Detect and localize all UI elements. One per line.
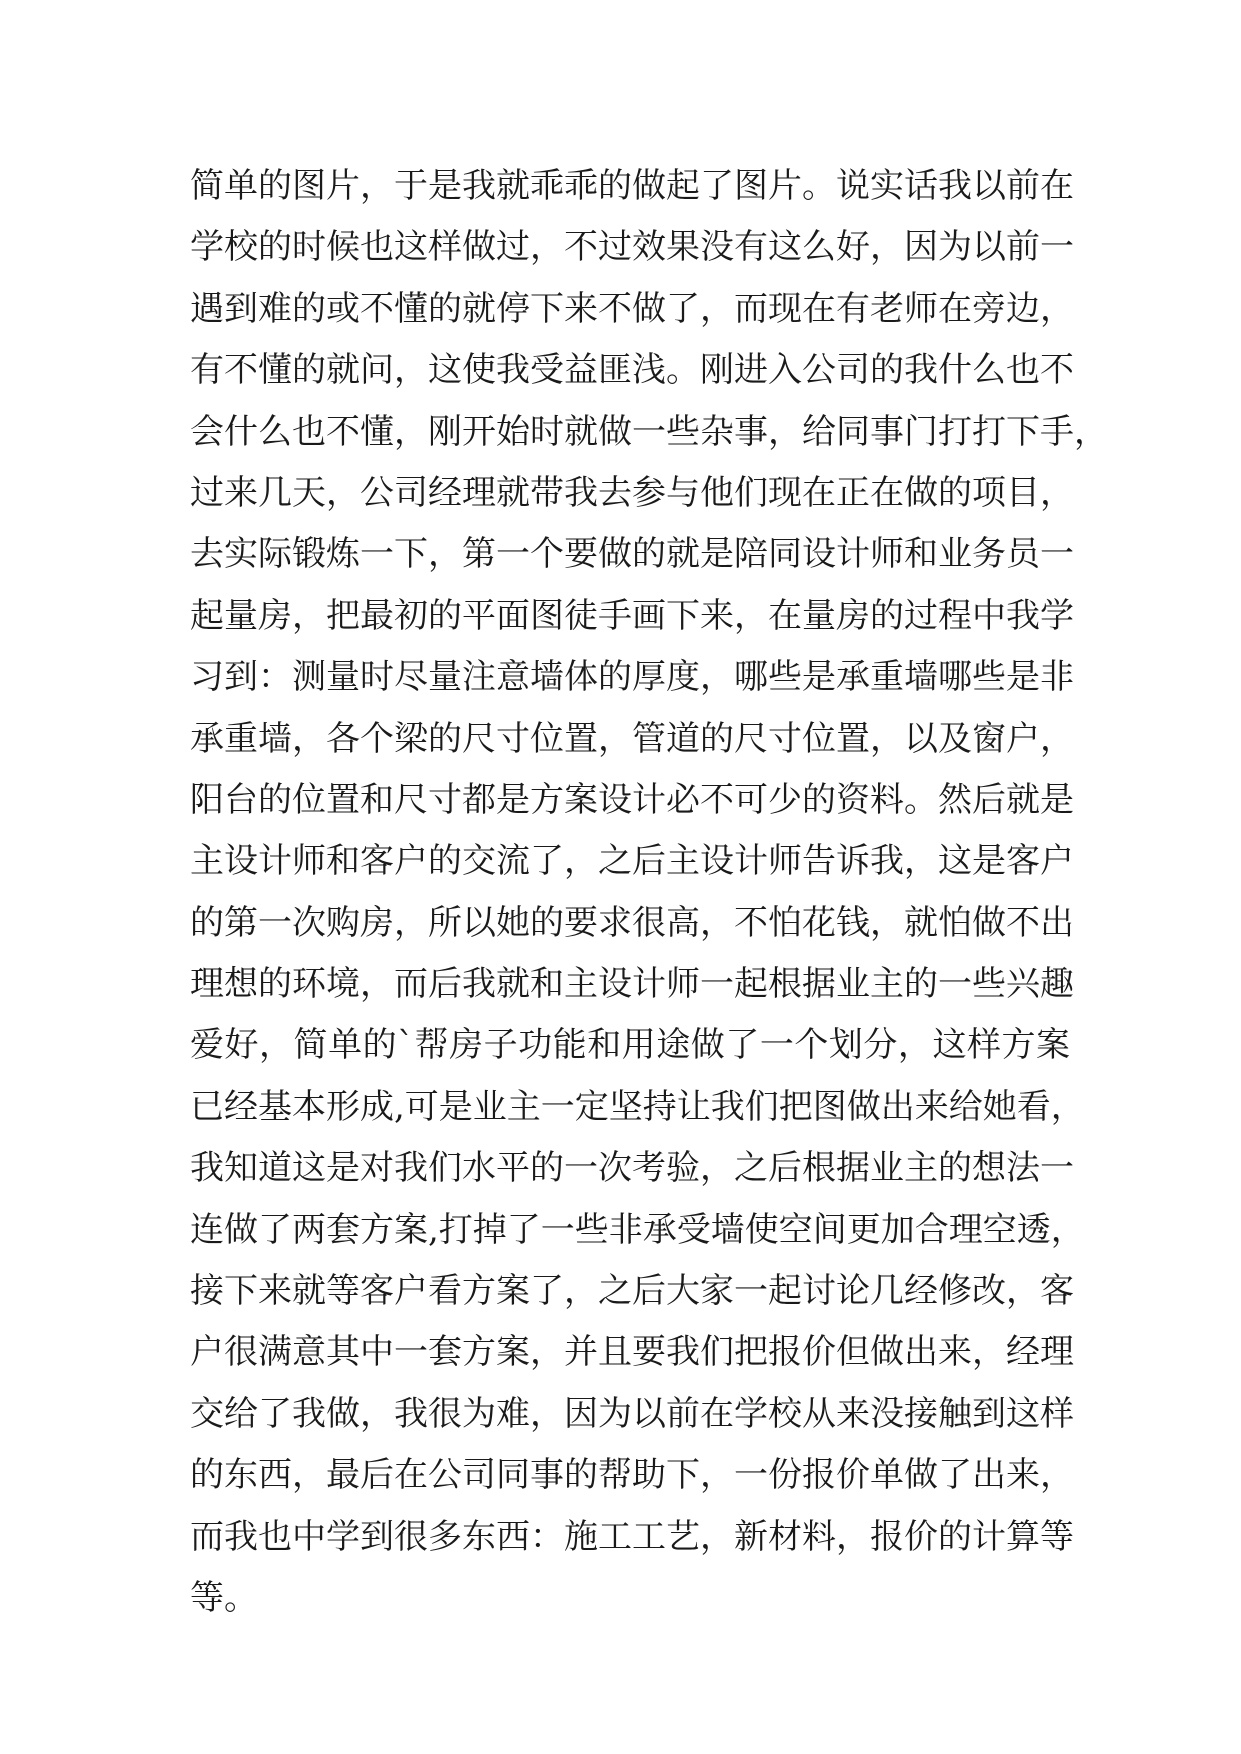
text-line: 阳台的位置和尺寸都是方案设计必不可少的资料。然后就是	[190, 779, 1074, 820]
text-line: 习到：测量时尽量注意墙体的厚度，哪些是承重墙哪些是非	[190, 657, 1074, 698]
text-line: 会什么也不懂，刚开始时就做一些杂事，给同事门打打下手，	[190, 411, 1108, 452]
text-line: 等。	[190, 1577, 258, 1618]
text-line: 去实际锻炼一下，第一个要做的就是陪同设计师和业务员一	[190, 534, 1074, 575]
text-line: 遇到难的或不懂的就停下来不做了，而现在有老师在旁边，	[190, 288, 1074, 329]
text-line: 的东西，最后在公司同事的帮助下，一份报价单做了出来，	[190, 1455, 1074, 1496]
text-line: 承重墙，各个梁的尺寸位置，管道的尺寸位置，以及窗户，	[190, 718, 1074, 759]
text-line: 的第一次购房，所以她的要求很高，不怕花钱，就怕做不出	[190, 902, 1074, 943]
text-line: 有不懂的就问，这使我受益匪浅。刚进入公司的我什么也不	[190, 350, 1074, 391]
text-line: 户很满意其中一套方案，并且要我们把报价但做出来，经理	[190, 1332, 1074, 1373]
text-line: 接下来就等客户看方案了，之后大家一起讨论几经修改，客	[190, 1271, 1074, 1312]
text-line: 连做了两套方案,打掉了一些非承受墙使空间更加合理空透，	[190, 1209, 1085, 1250]
text-line: 我知道这是对我们水平的一次考验，之后根据业主的想法一	[190, 1148, 1074, 1189]
text-line: 过来几天，公司经理就带我去参与他们现在正在做的项目，	[190, 472, 1074, 513]
text-line: 主设计师和客户的交流了，之后主设计师告诉我，这是客户	[190, 841, 1074, 882]
text-line: 学校的时候也这样做过，不过效果没有这么好，因为以前一	[190, 227, 1074, 268]
text-line: 简单的图片，于是我就乖乖的做起了图片。说实话我以前在	[190, 166, 1074, 206]
text-line: 已经基本形成,可是业主一定坚持让我们把图做出来给她看，	[190, 1086, 1085, 1127]
text-line: 交给了我做，我很为难，因为以前在学校从来没接触到这样	[190, 1393, 1074, 1434]
body-text	[190, 156, 1108, 1629]
text-line: 理想的环境，而后我就和主设计师一起根据业主的一些兴趣	[190, 964, 1074, 1005]
text-line: 起量房，把最初的平面图徒手画下来，在量房的过程中我学	[190, 595, 1074, 636]
text-line: 爱好，简单的`帮房子功能和用途做了一个划分，这样方案	[190, 1025, 1070, 1066]
text-line: 而我也中学到很多东西：施工工艺，新材料，报价的计算等	[190, 1516, 1074, 1557]
